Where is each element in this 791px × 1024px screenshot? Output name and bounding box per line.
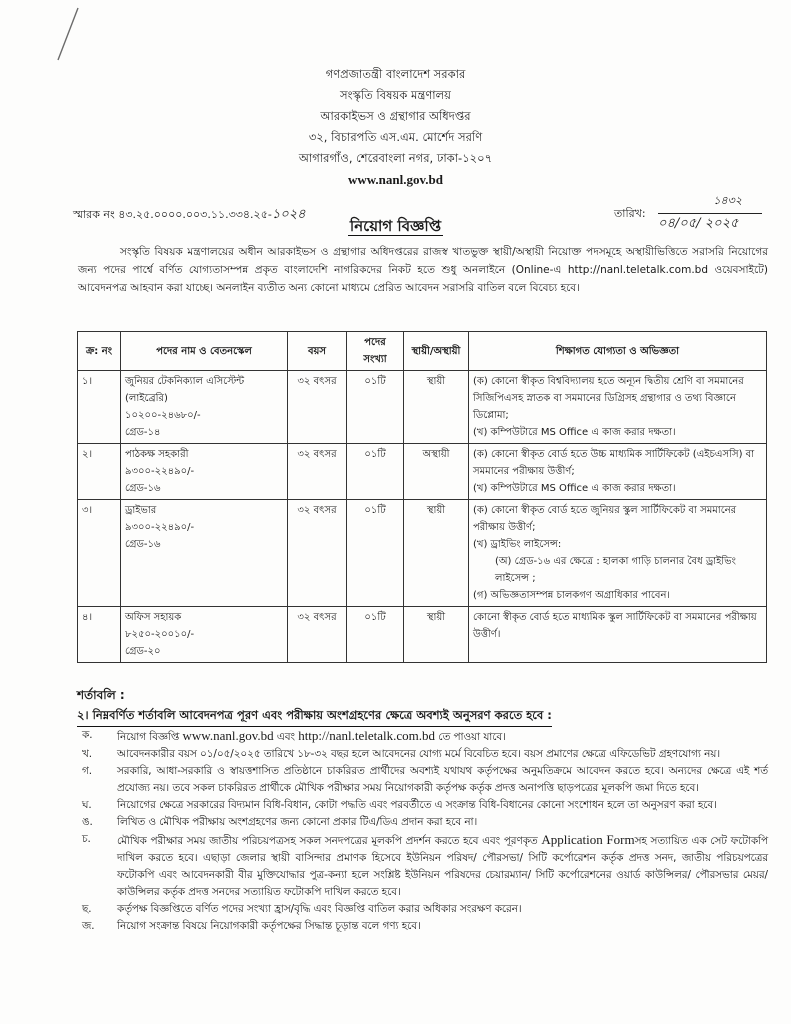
qualification-line: (ক) কোনো স্বীকৃত বোর্ড হতে জুনিয়র স্কুল সার্টিফিকেট বা সমমানের পরীক্ষায় উত্তীর্ণ;	[473, 505, 737, 533]
qualification-line: (খ) কম্পিউটারে MS Office এ কাজ করার দক্ষতা।	[473, 427, 676, 438]
term-label: চ.	[82, 833, 91, 845]
post-name: জুনিয়র টেকনিক্যাল এসিস্টেন্ট (লাইব্রেরি)	[125, 376, 245, 404]
ministry-name: সংস্কৃতি বিষয়ক মন্ত্রণালয়	[340, 88, 451, 102]
grade: গ্রেড-২০	[125, 646, 161, 657]
type-cell: অস্থায়ী	[404, 444, 469, 500]
address-city: আগারগাঁও, শেরেবাংলা নগর, ঢাকা-১২০৭	[298, 151, 493, 165]
memo-label: স্মারক নং ৪৩.২৫.০০০০.০০৩.১১.৩৩৪.২৫-	[73, 208, 272, 221]
term-label: গ.	[82, 765, 93, 777]
count-cell: ০১টি	[347, 371, 404, 444]
post-name: পাঠকক্ষ সহকারী	[125, 449, 189, 460]
post-name: অফিস সহায়ক	[125, 612, 182, 623]
terms-heading: শর্তাবলি :	[77, 688, 125, 702]
term-text-part: নিয়োগ বিজ্ঞপ্তি	[117, 731, 183, 743]
list-item	[82, 901, 768, 918]
posts-table	[77, 331, 767, 663]
list-item	[82, 797, 768, 814]
age-cell: ৩২ বৎসর	[288, 371, 347, 444]
website: www.nanl.gov.bd	[347, 172, 443, 187]
term-label: ঘ.	[82, 799, 92, 811]
memo-handwritten-number: ১০২৪	[271, 207, 306, 222]
qualification-line: কোনো স্বীকৃত বোর্ড হতে মাধ্যমিক স্কুল সার্টিফিকেট বা সমমানের পরীক্ষায় উত্তীর্ণ।	[473, 612, 757, 640]
term-label: খ.	[82, 748, 93, 760]
post-cell	[121, 500, 288, 607]
grade: গ্রেড-১৪	[125, 427, 161, 438]
table-row	[78, 371, 767, 444]
qualification-line: (খ) কম্পিউটারে MS Office এ কাজ করার দক্ষতা।	[473, 483, 676, 494]
pay-scale: ৯৩০০-২২৪৯০/-	[125, 522, 195, 533]
grade: গ্রেড-১৬	[125, 483, 161, 494]
table-row	[78, 500, 767, 607]
qualification-cell	[469, 444, 767, 500]
term-label: ছ.	[82, 903, 92, 915]
pay-scale: ৮২৫০-২০০১০/-	[125, 629, 195, 640]
term-text: নিয়োগ সংক্রান্ত বিষয়ে নিয়োগকারী কর্তৃপক্ষের সিদ্ধান্ত চূড়ান্ত বলে গণ্য হবে।	[117, 920, 421, 932]
pay-scale: ১০২০০-২৪৬৮০/-	[125, 410, 201, 421]
qualification-line: (ক) কোনো স্বীকৃত বোর্ড হতে উচ্চ মাধ্যমিক সার্টিফিকেট (এইচএসসি) বা সমমানের পরীক্ষায় উত্তীর্ণ;	[473, 449, 755, 477]
letterhead	[0, 64, 791, 190]
pay-scale: ৯৩০০-২২৪৯০/-	[125, 466, 195, 477]
col-qualification: শিক্ষাগত যোগ্যতা ও অভিজ্ঞতা	[469, 332, 767, 371]
post-cell	[121, 607, 288, 663]
serial-cell: ৩।	[78, 500, 121, 607]
term-label: ঙ.	[82, 816, 93, 828]
qualification-cell	[469, 500, 767, 607]
qualification-line: (ক) কোনো স্বীকৃত বিশ্ববিদ্যালয় হতে অন্যূন দ্বিতীয় শ্রেণি বা সমমানের সিজিপিএসহ স্নাতক বা সমমানের ডিগ্রিসহ গ্রন্থাগার ও তথ্য বিজ্ঞানে ডিপ্লোমা;	[473, 376, 744, 421]
col-serial: ক্র: নং	[78, 332, 121, 371]
website-link: www.nanl.gov.bd	[182, 728, 274, 743]
type-cell: স্থায়ী	[404, 607, 469, 663]
qualification-line: (খ) ড্রাইভিং লাইসেন্স:	[473, 539, 562, 550]
term-text-part: এবং	[273, 731, 299, 743]
terms-subheading: ২। নিম্নবর্ণিত শর্তাবলি আবেদনপত্র পূরণ এবং পরীক্ষায় অংশগ্রহণের ক্ষেত্রে অবশ্যই অনুসরণ করতে হবে :	[77, 707, 552, 727]
term-text: নিয়োগের ক্ষেত্রে সরকারের বিদ্যমান বিধি-বিধান, কোটা পদ্ধতি এবং পরবর্তীতে এ সংক্রান্ত বিধি-বিধানের কোনো সংশোধন হলে তা অনুসরণ করা হবে।	[117, 799, 717, 811]
age-cell: ৩২ বৎসর	[288, 444, 347, 500]
term-text: আবেদনকারীর বয়স ০১/০৫/২০২৫ তারিখে ১৮-৩২ বছর হলে আবেদনের যোগ্য মর্মে বিবেচিত হবে। বয়স প্রমাণের ক্ষেত্রে এফিডেভিট গ্রহণযোগ্য নয়।	[117, 748, 721, 760]
grade: গ্রেড-১৬	[125, 539, 161, 550]
notice-title-wrap	[0, 215, 791, 240]
qualification-cell	[469, 371, 767, 444]
count-cell: ০১টি	[347, 444, 404, 500]
application-form-text: Application Form	[541, 832, 635, 847]
list-item	[82, 763, 768, 797]
term-text	[117, 727, 768, 746]
table-row	[78, 607, 767, 663]
age-cell: ৩২ বৎসর	[288, 500, 347, 607]
department-name: আরকাইভস ও গ্রন্থাগার অধিদপ্তর	[320, 109, 471, 123]
type-cell: স্থায়ী	[404, 371, 469, 444]
term-text	[117, 831, 768, 901]
post-cell	[121, 371, 288, 444]
govt-name: গণপ্রজাতন্ত্রী বাংলাদেশ সরকার	[325, 67, 466, 81]
list-item	[82, 746, 768, 763]
address-street: ৩২, বিচারপতি এস.এম. মোর্শেদ সরণি	[308, 130, 483, 144]
post-name: ড্রাইভার	[125, 505, 157, 516]
qualification-subline: (অ) গ্রেড-১৬ এর ক্ষেত্রে : হালকা গাড়ি চালনার বৈধ ড্রাইভিং লাইসেন্স ;	[495, 556, 736, 584]
terms-list	[82, 727, 768, 935]
type-cell: স্থায়ী	[404, 500, 469, 607]
term-text-part: তে পাওয়া যাবে।	[435, 731, 506, 743]
post-cell	[121, 444, 288, 500]
notice-title: নিয়োগ বিজ্ঞপ্তি	[349, 217, 442, 235]
age-cell: ৩২ বৎসর	[288, 607, 347, 663]
list-item	[82, 831, 768, 901]
count-cell: ০১টি	[347, 607, 404, 663]
col-post-name: পদের নাম ও বেতনস্কেল	[121, 332, 288, 371]
term-label: জ.	[82, 920, 95, 932]
list-item	[82, 918, 768, 935]
term-text-part: মৌখিক পরীক্ষার সময় জাতীয় পরিচয়পত্রসহ সকল সনদপত্রের মূলকপি প্রদর্শন করতে হবে এবং পূরণকৃত	[117, 835, 542, 847]
qualification-line: (গ) অভিজ্ঞতাসম্পন্ন চালকগণ অগ্রাধিকার পাবেন।	[473, 590, 670, 601]
serial-cell: ১।	[78, 371, 121, 444]
col-post-count: পদের সংখ্যা	[347, 332, 404, 371]
date-label: তারিখ:	[614, 207, 646, 220]
term-text: কর্তৃপক্ষ বিজ্ঞপ্তিতে বর্ণিত পদের সংখ্যা হ্রাস/বৃদ্ধি এবং বিজ্ঞপ্তি বাতিল করার অধিকার সংরক্ষণ করেন।	[117, 903, 522, 915]
list-item	[82, 814, 768, 831]
bangla-year: ১৪৩২	[713, 194, 742, 207]
table-header-row	[78, 332, 767, 371]
count-cell: ০১টি	[347, 500, 404, 607]
list-item	[82, 727, 768, 746]
teletalk-link: http://nanl.teletalk.com.bd	[298, 728, 436, 743]
term-label: ক.	[82, 729, 93, 741]
term-text: লিখিত ও মৌখিক পরীক্ষায় অংশগ্রহণের জন্য কোনো প্রকার টিএ/ডিএ প্রদান করা হবে না।	[117, 816, 478, 828]
pen-stroke-mark	[54, 4, 84, 64]
serial-cell: ৪।	[78, 607, 121, 663]
col-permanence: স্থায়ী/অস্থায়ী	[404, 332, 469, 371]
intro-paragraph: সংস্কৃতি বিষয়ক মন্ত্রণালয়ের অধীন আরকাইভস ও গ্রন্থাগার অধিদপ্তরের রাজস্ব খাতভুক্ত স্থায়ী/অস্থায়ী নিয়োক্ত পদসমূহে অস্থায়ীভিত্তিতে সরাসরি নিয়োগের জন্য পদের পার্শ্বে বর্ণিত যোগ্যতাসম্পন্ন প্রকৃত বাংলাদেশি নাগরিকদের নিকট হতে শুধু অনলাইনে (Online-এ http://nanl.teletalk.com.bd ওয়েবসাইটে) আবেদনপত্র আহবান করা যাচ্ছে। অনলাইন ব্যতীত অন্য কোনো মাধ্যমে প্রেরিত আবেদন সরাসরি বাতিল বলে বিবেচ্য হবে।	[78, 246, 768, 294]
col-age: বয়স	[288, 332, 347, 371]
serial-cell: ২।	[78, 444, 121, 500]
qualification-cell	[469, 607, 767, 663]
date-value: ০৪/০৫/ ২০২৫	[658, 216, 739, 231]
term-text: সরকারি, আধা-সরকারি ও স্বায়ত্তশাসিত প্রতিষ্ঠানে চাকরিরত প্রার্থীদের অবশ্যই যথাযথ কর্তৃপক্ষের অনুমতিক্রমে আবেদন করতে হবে। অন্যদের ক্ষেত্রে এই শর্ত প্রযোজ্য নয়। তবে সকল চাকরিরত প্রার্থীকে মৌখিক পরীক্ষার সময় নিয়োগকারী কর্তৃপক্ষ কর্তৃক প্রদত্ত অনাপত্তি ছাড়পত্রের মূলকপি জমা দিতে হবে।	[117, 765, 768, 794]
term-text-part: সহ সত্যায়িত এক সেট ফটোকপি দাখিল করতে হবে। এছাড়া জেলার স্থায়ী বাসিন্দার প্রমাণক হিসেবে ইউনিয়ন পরিষদ/ পৌরসভা/ সিটি কর্পোরেশন কর্তৃক প্রদত্ত সনদ, জাতীয় পরিচয়পত্রের ফটোকপি এবং আবেদনকারী বীর মুক্তিযোদ্ধার পুত্র-কন্যা হলে সংশ্লিষ্ট ইউনিয়ন পরিষদের চেয়ারম্যান/ সিটি কর্পোরেশনের ওয়ার্ড কাউন্সিলর/ পৌরসভার মেয়র/ কাউন্সিলর কর্তৃক প্রদত্ত সনদের সত্যায়িত ফটোকপি দাখিল করতে হবে।	[117, 835, 768, 898]
table-row	[78, 444, 767, 500]
